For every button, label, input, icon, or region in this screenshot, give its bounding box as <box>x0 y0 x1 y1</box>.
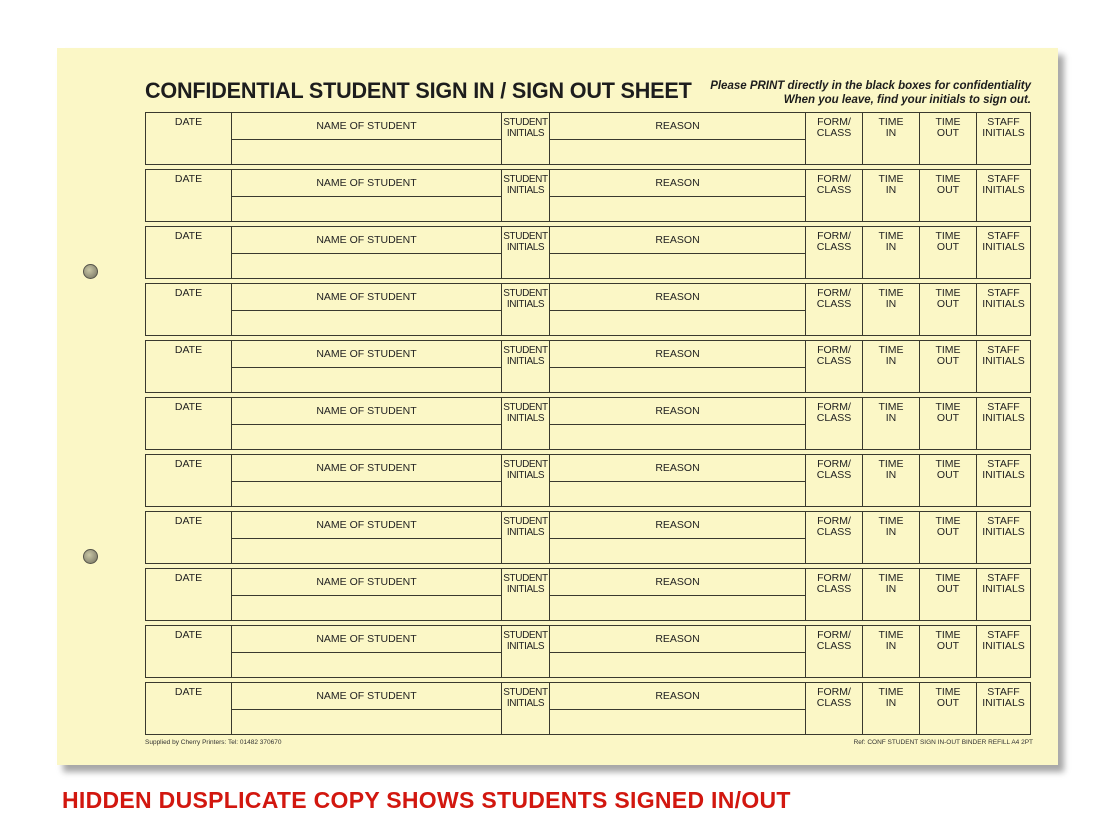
reason-label: REASON <box>655 177 700 189</box>
name-entry-divider <box>232 424 501 425</box>
time-in-label-line-1: TIME <box>878 173 904 185</box>
staff-initials-cell[interactable] <box>976 341 1030 392</box>
form-class-cell[interactable] <box>805 113 862 164</box>
form-class-cell[interactable] <box>805 341 862 392</box>
name-entry-divider <box>232 139 501 140</box>
initials-label-line-2: INITIALS <box>506 242 545 253</box>
reason-cell[interactable] <box>549 398 805 449</box>
initials-label-line-2: INITIALS <box>506 584 545 595</box>
time-in-label-line-1: TIME <box>878 629 904 641</box>
time-in-cell[interactable] <box>862 170 919 221</box>
date-label: DATE <box>174 686 203 698</box>
name-label: NAME OF STUDENT <box>316 519 417 531</box>
time-in-label-line-1: TIME <box>878 344 904 356</box>
form-label-line-1: FORM/ <box>817 344 851 356</box>
reason-label: REASON <box>655 348 700 360</box>
form-label-line-1: FORM/ <box>817 629 851 641</box>
time-out-cell[interactable] <box>919 569 976 620</box>
time-in-label-line-1: TIME <box>878 287 904 299</box>
form-label-line-1: FORM/ <box>817 116 851 128</box>
time-out-cell[interactable] <box>919 170 976 221</box>
initials-label-line-2: INITIALS <box>506 299 545 310</box>
time-out-label-line-1: TIME <box>935 629 961 641</box>
date-cell[interactable] <box>146 227 231 278</box>
date-cell[interactable] <box>146 170 231 221</box>
form-class-cell[interactable] <box>805 398 862 449</box>
initials-label-line-2: INITIALS <box>506 128 545 139</box>
time-out-label-line-1: TIME <box>935 572 961 584</box>
time-in-cell[interactable] <box>862 398 919 449</box>
initials-label <box>502 174 549 196</box>
initials-label-line-2: INITIALS <box>506 698 545 709</box>
name-label: NAME OF STUDENT <box>316 576 417 588</box>
sign-in-rows <box>145 112 1032 739</box>
instructions <box>677 79 1031 107</box>
staff-initials-cell[interactable] <box>976 113 1030 164</box>
time-out-cell[interactable] <box>919 227 976 278</box>
form-label-line-2: CLASS <box>816 697 852 709</box>
time-out-cell[interactable] <box>919 341 976 392</box>
time-out-cell[interactable] <box>919 398 976 449</box>
initials-label-line-2: INITIALS <box>506 185 545 196</box>
reason-entry-divider <box>550 424 805 425</box>
time-out-label-line-1: TIME <box>935 173 961 185</box>
staff-label-line-1: STAFF <box>987 287 1020 299</box>
staff-initials-cell[interactable] <box>976 284 1030 335</box>
form-label-line-1: FORM/ <box>817 572 851 584</box>
time-in-cell[interactable] <box>862 455 919 506</box>
punch-hole-icon <box>83 264 98 279</box>
time-out-label-line-1: TIME <box>935 515 961 527</box>
form-class-cell[interactable] <box>805 284 862 335</box>
initials-label <box>502 630 549 652</box>
time-out-label-line-2: OUT <box>936 526 960 538</box>
time-out-label-line-2: OUT <box>936 355 960 367</box>
reason-entry-divider <box>550 367 805 368</box>
time-in-cell[interactable] <box>862 626 919 677</box>
reason-cell[interactable] <box>549 626 805 677</box>
reason-cell[interactable] <box>549 569 805 620</box>
staff-label-line-1: STAFF <box>987 173 1020 185</box>
student-initials-cell[interactable] <box>501 170 549 221</box>
time-out-label-line-1: TIME <box>935 287 961 299</box>
time-in-cell[interactable] <box>862 569 919 620</box>
date-label: DATE <box>174 230 203 242</box>
supplier-footer: Supplied by Cherry Printers: Tel: 01482 370670 <box>145 739 282 746</box>
staff-label-line-1: STAFF <box>987 629 1020 641</box>
initials-label-line-2: INITIALS <box>506 470 545 481</box>
sign-in-row <box>145 283 1031 336</box>
time-out-label-line-1: TIME <box>935 401 961 413</box>
reason-label: REASON <box>655 405 700 417</box>
date-label: DATE <box>174 401 203 413</box>
form-label-line-1: FORM/ <box>817 230 851 242</box>
staff-label-line-1: STAFF <box>987 344 1020 356</box>
staff-label-line-2: INITIALS <box>982 526 1025 538</box>
form-class-cell[interactable] <box>805 626 862 677</box>
staff-label-line-2: INITIALS <box>982 298 1025 310</box>
student-initials-cell[interactable] <box>501 455 549 506</box>
form-class-cell[interactable] <box>805 569 862 620</box>
date-cell[interactable] <box>146 626 231 677</box>
time-in-label-line-1: TIME <box>878 401 904 413</box>
student-name-cell[interactable] <box>231 398 501 449</box>
student-name-cell[interactable] <box>231 455 501 506</box>
time-out-cell[interactable] <box>919 284 976 335</box>
time-out-label-line-1: TIME <box>935 344 961 356</box>
sheet-title: CONFIDENTIAL STUDENT SIGN IN / SIGN OUT SHEET <box>145 78 692 103</box>
initials-label-line-1: STUDENT <box>503 687 548 698</box>
form-class-cell[interactable] <box>805 512 862 563</box>
date-cell[interactable] <box>146 113 231 164</box>
staff-label-line-2: INITIALS <box>982 412 1025 424</box>
staff-label-line-1: STAFF <box>987 458 1020 470</box>
name-label: NAME OF STUDENT <box>316 348 417 360</box>
reason-entry-divider <box>550 652 805 653</box>
time-in-label-line-2: IN <box>885 127 897 139</box>
reason-entry-divider <box>550 709 805 710</box>
time-in-label-line-2: IN <box>885 355 897 367</box>
date-label: DATE <box>174 515 203 527</box>
date-cell[interactable] <box>146 512 231 563</box>
reason-entry-divider <box>550 139 805 140</box>
reason-entry-divider <box>550 310 805 311</box>
time-out-cell[interactable] <box>919 512 976 563</box>
staff-initials-cell[interactable] <box>976 512 1030 563</box>
date-cell[interactable] <box>146 455 231 506</box>
time-out-label-line-2: OUT <box>936 184 960 196</box>
staff-initials-cell[interactable] <box>976 170 1030 221</box>
form-label-line-2: CLASS <box>816 526 852 538</box>
initials-label-line-1: STUDENT <box>503 345 548 356</box>
time-out-label-line-2: OUT <box>936 640 960 652</box>
time-out-label-line-2: OUT <box>936 412 960 424</box>
reference-footer: Ref: CONF STUDENT SIGN IN-OUT BINDER REFILL A4 2PT <box>853 739 1033 746</box>
date-label: DATE <box>174 629 203 641</box>
date-label: DATE <box>174 173 203 185</box>
staff-initials-cell[interactable] <box>976 683 1030 734</box>
date-label: DATE <box>174 287 203 299</box>
time-out-cell[interactable] <box>919 683 976 734</box>
initials-label <box>502 459 549 481</box>
reason-cell[interactable] <box>549 455 805 506</box>
sign-in-row <box>145 112 1031 165</box>
initials-label <box>502 231 549 253</box>
student-name-cell[interactable] <box>231 284 501 335</box>
form-class-cell[interactable] <box>805 227 862 278</box>
initials-label-line-2: INITIALS <box>506 413 545 424</box>
student-name-cell[interactable] <box>231 569 501 620</box>
date-label: DATE <box>174 572 203 584</box>
student-name-cell[interactable] <box>231 626 501 677</box>
sign-in-row <box>145 397 1031 450</box>
reason-entry-divider <box>550 481 805 482</box>
staff-label-line-2: INITIALS <box>982 184 1025 196</box>
name-entry-divider <box>232 481 501 482</box>
initials-label-line-1: STUDENT <box>503 288 548 299</box>
form-class-cell[interactable] <box>805 170 862 221</box>
time-in-label-line-2: IN <box>885 583 897 595</box>
initials-label-line-1: STUDENT <box>503 573 548 584</box>
name-label: NAME OF STUDENT <box>316 462 417 474</box>
form-label-line-2: CLASS <box>816 184 852 196</box>
sign-in-row <box>145 226 1031 279</box>
reason-cell[interactable] <box>549 113 805 164</box>
student-name-cell[interactable] <box>231 341 501 392</box>
reason-entry-divider <box>550 538 805 539</box>
form-label-line-2: CLASS <box>816 412 852 424</box>
reason-label: REASON <box>655 291 700 303</box>
form-label-line-1: FORM/ <box>817 686 851 698</box>
initials-label <box>502 516 549 538</box>
reason-label: REASON <box>655 690 700 702</box>
reason-entry-divider <box>550 595 805 596</box>
form-label-line-1: FORM/ <box>817 401 851 413</box>
reason-label: REASON <box>655 462 700 474</box>
staff-initials-cell[interactable] <box>976 455 1030 506</box>
reason-label: REASON <box>655 234 700 246</box>
name-entry-divider <box>232 367 501 368</box>
staff-label-line-1: STAFF <box>987 230 1020 242</box>
student-name-cell[interactable] <box>231 512 501 563</box>
form-label-line-2: CLASS <box>816 355 852 367</box>
reason-entry-divider <box>550 196 805 197</box>
student-name-cell[interactable] <box>231 113 501 164</box>
sign-in-row <box>145 625 1031 678</box>
time-in-cell[interactable] <box>862 284 919 335</box>
sign-in-row <box>145 340 1031 393</box>
time-out-label-line-1: TIME <box>935 458 961 470</box>
staff-label-line-2: INITIALS <box>982 469 1025 481</box>
staff-initials-cell[interactable] <box>976 626 1030 677</box>
reason-cell[interactable] <box>549 512 805 563</box>
reason-label: REASON <box>655 633 700 645</box>
form-label-line-2: CLASS <box>816 241 852 253</box>
reason-cell[interactable] <box>549 341 805 392</box>
sign-in-sheet <box>57 48 1058 765</box>
instruction-line-2: When you leave, find your initials to sign out. <box>783 94 1031 106</box>
sign-in-row <box>145 568 1031 621</box>
staff-label-line-2: INITIALS <box>982 583 1025 595</box>
initials-label-line-1: STUDENT <box>503 516 548 527</box>
sign-in-row <box>145 454 1031 507</box>
reason-cell[interactable] <box>549 170 805 221</box>
form-label-line-2: CLASS <box>816 298 852 310</box>
duplicate-copy-banner: HIDDEN DUSPLICATE COPY SHOWS STUDENTS SIGNED IN/OUT <box>62 787 791 813</box>
form-label-line-1: FORM/ <box>817 173 851 185</box>
form-label-line-1: FORM/ <box>817 515 851 527</box>
time-out-label-line-1: TIME <box>935 686 961 698</box>
time-out-label-line-2: OUT <box>936 241 960 253</box>
student-name-cell[interactable] <box>231 227 501 278</box>
staff-label-line-1: STAFF <box>987 401 1020 413</box>
form-label-line-2: CLASS <box>816 583 852 595</box>
form-label-line-1: FORM/ <box>817 287 851 299</box>
time-in-label-line-1: TIME <box>878 116 904 128</box>
time-in-label-line-2: IN <box>885 298 897 310</box>
initials-label <box>502 117 549 139</box>
staff-label-line-1: STAFF <box>987 572 1020 584</box>
date-cell[interactable] <box>146 683 231 734</box>
form-class-cell[interactable] <box>805 455 862 506</box>
staff-initials-cell[interactable] <box>976 569 1030 620</box>
initials-label <box>502 687 549 709</box>
initials-label-line-1: STUDENT <box>503 117 548 128</box>
time-out-cell[interactable] <box>919 455 976 506</box>
instruction-line-1: Please PRINT directly in the black boxes for confidentiality <box>710 80 1031 92</box>
reason-cell[interactable] <box>549 227 805 278</box>
date-label: DATE <box>174 116 203 128</box>
staff-label-line-1: STAFF <box>987 686 1020 698</box>
time-out-label-line-1: TIME <box>935 230 961 242</box>
name-entry-divider <box>232 709 501 710</box>
time-in-cell[interactable] <box>862 341 919 392</box>
date-cell[interactable] <box>146 398 231 449</box>
name-entry-divider <box>232 652 501 653</box>
reason-label: REASON <box>655 120 700 132</box>
staff-label-line-2: INITIALS <box>982 127 1025 139</box>
time-in-label-line-2: IN <box>885 526 897 538</box>
time-in-label-line-1: TIME <box>878 572 904 584</box>
initials-label <box>502 288 549 310</box>
staff-initials-cell[interactable] <box>976 398 1030 449</box>
time-in-cell[interactable] <box>862 227 919 278</box>
name-label: NAME OF STUDENT <box>316 633 417 645</box>
staff-initials-cell[interactable] <box>976 227 1030 278</box>
time-in-label-line-2: IN <box>885 469 897 481</box>
staff-label-line-2: INITIALS <box>982 640 1025 652</box>
form-label-line-2: CLASS <box>816 469 852 481</box>
time-out-label-line-2: OUT <box>936 697 960 709</box>
reason-cell[interactable] <box>549 284 805 335</box>
sign-in-row <box>145 169 1031 222</box>
initials-label <box>502 402 549 424</box>
student-initials-cell[interactable] <box>501 227 549 278</box>
staff-label-line-2: INITIALS <box>982 355 1025 367</box>
student-initials-cell[interactable] <box>501 284 549 335</box>
time-out-label-line-2: OUT <box>936 127 960 139</box>
date-label: DATE <box>174 344 203 356</box>
date-cell[interactable] <box>146 341 231 392</box>
name-label: NAME OF STUDENT <box>316 234 417 246</box>
name-label: NAME OF STUDENT <box>316 405 417 417</box>
student-initials-cell[interactable] <box>501 341 549 392</box>
time-in-label-line-2: IN <box>885 697 897 709</box>
name-label: NAME OF STUDENT <box>316 120 417 132</box>
form-label-line-2: CLASS <box>816 640 852 652</box>
initials-label-line-1: STUDENT <box>503 459 548 470</box>
name-entry-divider <box>232 595 501 596</box>
sign-in-row <box>145 682 1031 735</box>
student-initials-cell[interactable] <box>501 398 549 449</box>
time-in-label-line-1: TIME <box>878 230 904 242</box>
student-name-cell[interactable] <box>231 170 501 221</box>
time-in-label-line-1: TIME <box>878 458 904 470</box>
student-name-cell[interactable] <box>231 683 501 734</box>
staff-label-line-2: INITIALS <box>982 241 1025 253</box>
name-entry-divider <box>232 253 501 254</box>
initials-label-line-2: INITIALS <box>506 356 545 367</box>
initials-label-line-1: STUDENT <box>503 231 548 242</box>
time-in-label-line-2: IN <box>885 412 897 424</box>
time-out-cell[interactable] <box>919 626 976 677</box>
initials-label-line-1: STUDENT <box>503 402 548 413</box>
time-in-cell[interactable] <box>862 512 919 563</box>
reason-label: REASON <box>655 576 700 588</box>
student-initials-cell[interactable] <box>501 683 549 734</box>
initials-label <box>502 345 549 367</box>
date-cell[interactable] <box>146 284 231 335</box>
time-out-label-line-1: TIME <box>935 116 961 128</box>
form-class-cell[interactable] <box>805 683 862 734</box>
form-label-line-1: FORM/ <box>817 458 851 470</box>
date-label: DATE <box>174 458 203 470</box>
form-label-line-2: CLASS <box>816 127 852 139</box>
initials-label-line-2: INITIALS <box>506 641 545 652</box>
staff-label-line-1: STAFF <box>987 116 1020 128</box>
name-label: NAME OF STUDENT <box>316 291 417 303</box>
date-cell[interactable] <box>146 569 231 620</box>
initials-label <box>502 573 549 595</box>
name-label: NAME OF STUDENT <box>316 690 417 702</box>
student-initials-cell[interactable] <box>501 512 549 563</box>
time-in-cell[interactable] <box>862 683 919 734</box>
time-in-label-line-2: IN <box>885 640 897 652</box>
name-entry-divider <box>232 538 501 539</box>
punch-hole-icon <box>83 549 98 564</box>
name-label: NAME OF STUDENT <box>316 177 417 189</box>
student-initials-cell[interactable] <box>501 626 549 677</box>
reason-entry-divider <box>550 253 805 254</box>
initials-label-line-2: INITIALS <box>506 527 545 538</box>
time-in-label-line-1: TIME <box>878 686 904 698</box>
time-in-label-line-2: IN <box>885 241 897 253</box>
time-in-cell[interactable] <box>862 113 919 164</box>
reason-cell[interactable] <box>549 683 805 734</box>
staff-label-line-2: INITIALS <box>982 697 1025 709</box>
time-in-label-line-1: TIME <box>878 515 904 527</box>
sign-in-row <box>145 511 1031 564</box>
staff-label-line-1: STAFF <box>987 515 1020 527</box>
time-out-label-line-2: OUT <box>936 298 960 310</box>
initials-label-line-1: STUDENT <box>503 630 548 641</box>
name-entry-divider <box>232 196 501 197</box>
student-initials-cell[interactable] <box>501 113 549 164</box>
time-in-label-line-2: IN <box>885 184 897 196</box>
student-initials-cell[interactable] <box>501 569 549 620</box>
reason-label: REASON <box>655 519 700 531</box>
time-out-label-line-2: OUT <box>936 469 960 481</box>
initials-label-line-1: STUDENT <box>503 174 548 185</box>
time-out-label-line-2: OUT <box>936 583 960 595</box>
time-out-cell[interactable] <box>919 113 976 164</box>
name-entry-divider <box>232 310 501 311</box>
